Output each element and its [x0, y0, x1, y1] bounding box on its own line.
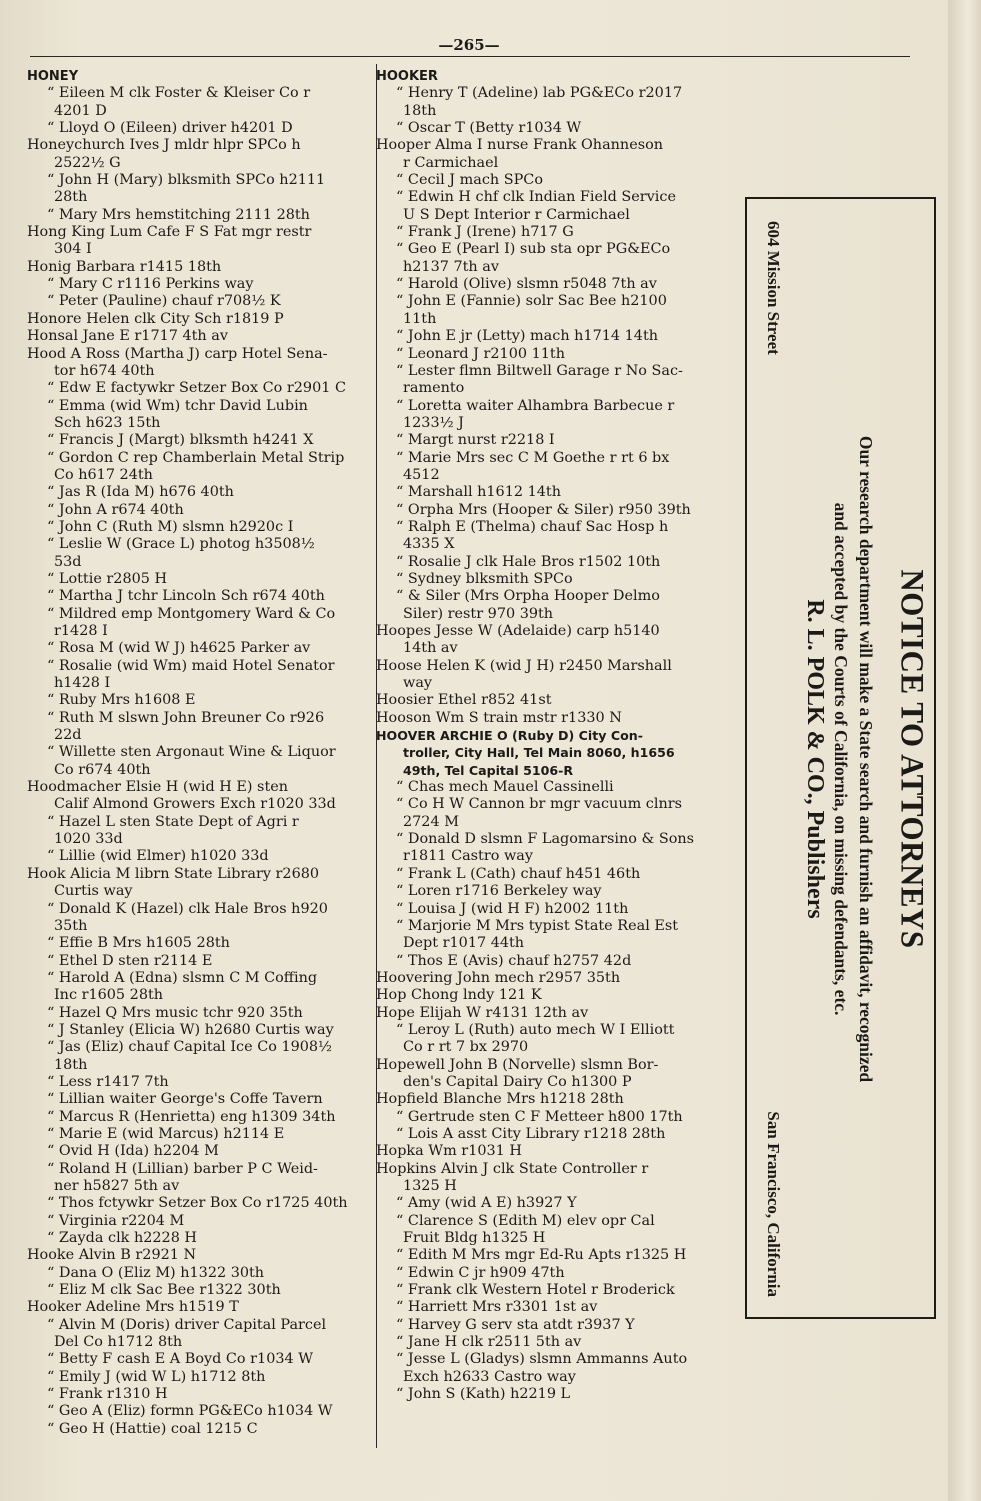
- directory-entry-line: “ J Stanley (Elicia W) h2680 Curtis way: [47, 1021, 334, 1038]
- directory-entry-line: “ Louisa J (wid H F) h2002 11th: [396, 900, 629, 917]
- directory-entry-line: Co r674 40th: [54, 761, 151, 778]
- directory-entry-line: 14th av: [403, 640, 458, 657]
- directory-entry-line: way: [403, 675, 433, 692]
- page-number: —265—: [438, 36, 500, 54]
- directory-entry-line: Dept r1017 44th: [403, 935, 525, 952]
- directory-entry-line: “ Rosalie J clk Hale Bros r1502 10th: [396, 553, 661, 570]
- directory-entry-line: h1428 I: [54, 675, 111, 692]
- directory-entry-line: “ John S (Kath) h2219 L: [396, 1386, 571, 1403]
- directory-entry-line: Siler) restr 970 39th: [403, 605, 554, 622]
- right-column: [376, 68, 741, 1403]
- directory-entry-line: “ Edith M Mrs mgr Ed-Ru Apts r1325 H: [396, 1247, 687, 1264]
- directory-entry-line: “ Jas R (Ida M) h676 40th: [47, 484, 234, 501]
- directory-entry-line: “ Lottie r2805 H: [47, 570, 168, 587]
- notice-text: Our research department will make a State search and furnish an affidavit, recognized: [856, 435, 876, 1083]
- directory-entry-line: “ Gertrude sten C F Metteer h800 17th: [396, 1108, 683, 1125]
- directory-entry-line: “ Frank L (Cath) chauf h451 46th: [396, 865, 641, 882]
- directory-entry-line: “ Marshall h1612 14th: [396, 484, 561, 501]
- directory-entry-line: “ Donald D slsmn F Lagomarsino & Sons: [396, 831, 695, 848]
- page-edge: [948, 0, 981, 1501]
- directory-entry-line: “ Margt nurst r2218 I: [396, 432, 555, 449]
- directory-entry-line: Curtis way: [54, 883, 133, 900]
- directory-entry-line: “ Jas (Eliz) chauf Capital Ice Co 1908½: [47, 1039, 333, 1056]
- directory-entry-line: “ Dana O (Eliz M) h1322 30th: [47, 1264, 265, 1281]
- notice-text: and accepted by the Courts of California, on missing defendants, etc.: [831, 502, 851, 1016]
- directory-entry-line: “ Hazel L sten State Dept of Agri r: [47, 813, 299, 830]
- directory-entry-line: “ Willette sten Argonaut Wine & Liquor: [47, 744, 336, 761]
- directory-entry-line: Fruit Bldg h1325 H: [403, 1230, 546, 1247]
- directory-entry-line: Honig Barbara r1415 18th: [27, 258, 222, 275]
- directory-entry-line: HOOVER ARCHIE O (Ruby D) City Con-: [376, 728, 643, 744]
- directory-entry-line: “ John E (Fannie) solr Sac Bee h2100: [396, 293, 667, 310]
- section-heading: HOOKER: [376, 69, 438, 84]
- directory-entry-line: “ Rosalie (wid Wm) maid Hotel Senator: [47, 657, 335, 674]
- directory-entry-line: U S Dept Interior r Carmichael: [403, 206, 630, 223]
- directory-entry-line: “ Eileen M clk Foster & Kleiser Co r: [47, 85, 311, 102]
- directory-entry-line: r1811 Castro way: [403, 848, 533, 865]
- directory-entry-line: Sch h623 15th: [54, 414, 161, 431]
- directory-entry-line: Hooker Adeline Mrs h1519 T: [27, 1299, 239, 1316]
- directory-entry-line: troller, City Hall, Tel Main 8060, h1656: [403, 745, 675, 761]
- directory-entry-line: ner h5827 5th av: [54, 1178, 180, 1194]
- directory-entry-line: Hook Alicia M librn State Library r2680: [27, 865, 320, 882]
- directory-entry-line: Hooson Wm S train mstr r1330 N: [376, 709, 622, 726]
- directory-entry-line: 1233½ J: [403, 414, 464, 431]
- directory-entry-line: r Carmichael: [403, 154, 499, 171]
- directory-entry-line: “ Leslie W (Grace L) photog h3508½: [47, 536, 315, 553]
- notice-address: 604 Mission Street: [764, 221, 783, 355]
- directory-entry-line: 304 I: [54, 241, 92, 258]
- directory-entry-line: “ John E jr (Letty) mach h1714 14th: [396, 328, 658, 345]
- directory-entry-line: Hop Chong lndy 121 K: [376, 987, 542, 1004]
- directory-entry-line: “ John C (Ruth M) slsmn h2920c I: [47, 518, 294, 535]
- directory-entry-line: 53d: [54, 553, 82, 570]
- directory-entry-line: “ Alvin M (Doris) driver Capital Parcel: [47, 1316, 327, 1333]
- directory-entry-line: “ Geo A (Eliz) formn PG&ECo h1034 W: [47, 1403, 333, 1420]
- directory-entry-line: “ Ruby Mrs h1608 E: [47, 692, 196, 709]
- directory-entry-line: Hopewell John B (Norvelle) slsmn Bor-: [376, 1056, 659, 1073]
- directory-entry-line: Hooke Alvin B r2921 N: [27, 1247, 197, 1264]
- directory-entry-line: “ Chas mech Mauel Cassinelli: [396, 779, 614, 796]
- directory-entry-line: Hopfield Blanche Mrs h1218 28th: [376, 1091, 624, 1108]
- directory-entry-line: “ Donald K (Hazel) clk Hale Bros h920: [47, 900, 328, 917]
- directory-entry-line: “ Mary Mrs hemstitching 2111 28th: [47, 206, 310, 223]
- notice-content: [752, 209, 932, 1309]
- directory-entry-line: “ Harold (Olive) slsmn r5048 7th av: [396, 276, 657, 293]
- directory-entry-line: “ Virginia r2204 M: [47, 1212, 185, 1229]
- directory-entry-line: “ Zayda clk h2228 H: [47, 1230, 197, 1247]
- directory-entry-line: “ Edw E factywkr Setzer Box Co r2901 C: [47, 380, 346, 397]
- directory-entry-line: “ John A r674 40th: [47, 501, 184, 518]
- directory-entry-line: Hopkins Alvin J clk State Controller r: [376, 1160, 649, 1177]
- directory-entry-line: “ Frank J (Irene) h717 G: [396, 224, 574, 241]
- directory-entry-line: Hooper Alma I nurse Frank Ohanneson: [376, 137, 664, 154]
- directory-entry-line: 2522½ G: [54, 154, 121, 171]
- directory-entry-line: Hood A Ross (Martha J) carp Hotel Sena-: [27, 345, 328, 362]
- directory-entry-line: “ Marie Mrs sec C M Goethe r rt 6 bx: [396, 449, 670, 466]
- directory-entry-line: 18th: [54, 1056, 88, 1073]
- directory-entry-line: Exch h2633 Castro way: [403, 1368, 576, 1385]
- left-column: [27, 68, 374, 1438]
- directory-entry-line: “ Co H W Cannon br mgr vacuum clnrs: [396, 796, 682, 813]
- notice-publisher: R. L. POLK & CO., Publishers: [802, 599, 828, 919]
- directory-entry-line: Hoovering John mech r2957 35th: [376, 969, 621, 986]
- directory-entry-line: “ Hazel Q Mrs music tchr 920 35th: [47, 1004, 303, 1021]
- directory-entry-line: “ Amy (wid A E) h3927 Y: [396, 1195, 577, 1212]
- directory-entry-line: “ & Siler (Mrs Orpha Hooper Delmo: [396, 588, 660, 605]
- directory-entry-line: 49th, Tel Capital 5106-R: [403, 762, 574, 778]
- directory-entry-line: “ Peter (Pauline) chauf r708½ K: [47, 293, 281, 310]
- directory-entry-line: “ John H (Mary) blksmith SPCo h2111: [47, 172, 326, 189]
- directory-entry-line: “ Lillian waiter George's Coffe Tavern: [47, 1091, 323, 1108]
- directory-entry-line: 22d: [54, 727, 82, 744]
- directory-entry-line: “ Harriett Mrs r3301 1st av: [396, 1299, 598, 1316]
- directory-entry-line: “ Roland H (Lillian) barber P C Weid-: [47, 1160, 318, 1177]
- directory-entry-line: “ Gordon C rep Chamberlain Metal Strip: [47, 449, 345, 466]
- header-rule: [30, 56, 910, 57]
- directory-entry-line: “ Francis J (Margt) blksmth h4241 X: [47, 432, 314, 449]
- directory-entry-line: “ Emily J (wid W L) h1712 8th: [47, 1368, 266, 1385]
- directory-entry-line: “ Oscar T (Betty r1034 W: [396, 120, 582, 137]
- directory-entry-line: “ Lloyd O (Eileen) driver h4201 D: [47, 120, 293, 137]
- directory-entry-line: “ Loretta waiter Alhambra Barbecue r: [396, 397, 675, 414]
- directory-entry-line: “ Martha J tchr Lincoln Sch r674 40th: [47, 588, 325, 605]
- directory-entry-line: “ Lester flmn Biltwell Garage r No Sac-: [396, 362, 683, 379]
- directory-entry-line: “ Ruth M slswn John Breuner Co r926: [47, 709, 325, 726]
- directory-entry-line: 18th: [403, 102, 437, 119]
- directory-entry-line: Co r rt 7 bx 2970: [403, 1039, 529, 1056]
- directory-entry-line: Hong King Lum Cafe F S Fat mgr restr: [27, 224, 312, 241]
- directory-entry-line: “ Edwin H chf clk Indian Field Service: [396, 189, 676, 206]
- directory-entry-line: “ Emma (wid Wm) tchr David Lubin: [47, 397, 308, 414]
- directory-entry-line: “ Lillie (wid Elmer) h1020 33d: [47, 848, 269, 865]
- directory-entry-line: “ Ralph E (Thelma) chauf Sac Hosp h: [396, 518, 669, 535]
- directory-entry-line: Hope Elijah W r4131 12th av: [376, 1004, 589, 1021]
- directory-entry-line: 28th: [54, 189, 88, 206]
- notice-box: [745, 197, 936, 1319]
- directory-entry-line: “ Ethel D sten r2114 E: [47, 952, 213, 969]
- directory-entry-line: “ Marjorie M Mrs typist State Real Est: [396, 917, 679, 934]
- directory-entry-line: Del Co h1712 8th: [54, 1334, 183, 1351]
- directory-entry-line: ramento: [403, 380, 465, 397]
- directory-entry-line: Honore Helen clk City Sch r1819 P: [27, 310, 284, 327]
- directory-entry-line: “ Frank r1310 H: [47, 1386, 168, 1403]
- notice-title: NOTICE TO ATTORNEYS: [894, 569, 931, 949]
- directory-entry-line: “ Edwin C jr h909 47th: [396, 1264, 565, 1281]
- directory-entry-line: 4201 D: [54, 102, 107, 119]
- directory-entry-line: “ Leonard J r2100 11th: [396, 345, 565, 362]
- directory-entry-line: “ Orpha Mrs (Hooper & Siler) r950 39th: [396, 501, 691, 518]
- directory-entry-line: Hopka Wm r1031 H: [376, 1143, 522, 1160]
- directory-entry-line: 4512: [403, 466, 440, 483]
- directory-entry-line: “ Cecil J mach SPCo: [396, 172, 543, 189]
- directory-entry-line: Calif Almond Growers Exch r1020 33d: [54, 796, 336, 813]
- directory-entry-line: 4335 X: [403, 536, 455, 553]
- directory-entry-line: 2724 M: [403, 813, 459, 830]
- directory-entry-line: “ Mildred emp Montgomery Ward & Co: [47, 605, 336, 622]
- directory-entry-line: Hoodmacher Elsie H (wid H E) sten: [27, 779, 289, 796]
- notice-city: San Francisco, California: [764, 1111, 783, 1297]
- directory-entry-line: “ Mary C r1116 Perkins way: [47, 276, 254, 293]
- directory-entry-line: Hoosier Ethel r852 41st: [376, 692, 552, 709]
- directory-entry-line: “ Loren r1716 Berkeley way: [396, 883, 602, 900]
- directory-entry-line: “ Ovid H (Ida) h2204 M: [47, 1143, 219, 1160]
- directory-entry-line: “ Clarence S (Edith M) elev opr Cal: [396, 1212, 655, 1229]
- directory-entry-line: “ Rosa M (wid W J) h4625 Parker av: [47, 640, 311, 657]
- directory-entry-line: h2137 7th av: [403, 258, 499, 275]
- directory-entry-line: Honeychurch Ives J mldr hlpr SPCo h: [27, 137, 301, 154]
- directory-entry-line: “ Harold A (Edna) slsmn C M Coffing: [47, 969, 318, 986]
- directory-entry-line: 11th: [403, 310, 437, 327]
- directory-entry-line: 1020 33d: [54, 831, 123, 848]
- directory-entry-line: “ Lois A asst City Library r1218 28th: [396, 1125, 666, 1142]
- directory-entry-line: den's Capital Dairy Co h1300 P: [403, 1073, 632, 1090]
- directory-entry-line: Co h617 24th: [54, 466, 153, 483]
- directory-entry-line: “ Eliz M clk Sac Bee r1322 30th: [47, 1282, 281, 1299]
- section-heading: HONEY: [27, 69, 79, 84]
- directory-entry-line: “ Less r1417 7th: [47, 1073, 169, 1090]
- directory-entry-line: “ Harvey G serv sta atdt r3937 Y: [396, 1316, 635, 1333]
- directory-entry-line: 35th: [54, 917, 88, 934]
- directory-entry-line: “ Sydney blksmith SPCo: [396, 570, 573, 587]
- directory-entry-line: “ Jane H clk r2511 5th av: [396, 1334, 582, 1351]
- directory-entry-line: Inc r1605 28th: [54, 987, 164, 1004]
- directory-entry-line: “ Marie E (wid Marcus) h2114 E: [47, 1125, 285, 1142]
- directory-entry-line: “ Geo H (Hattie) coal 1215 C: [47, 1420, 258, 1437]
- directory-entry-line: “ Marcus R (Henrietta) eng h1309 34th: [47, 1108, 336, 1125]
- directory-entry-line: “ Frank clk Western Hotel r Broderick: [396, 1282, 675, 1299]
- directory-entry-line: 1325 H: [403, 1178, 457, 1194]
- directory-entry-line: Hoopes Jesse W (Adelaide) carp h5140: [376, 623, 660, 639]
- directory-entry-line: r1428 I: [54, 623, 108, 639]
- directory-entry-line: tor h674 40th: [54, 362, 155, 379]
- directory-entry-line: “ Thos fctywkr Setzer Box Co r1725 40th: [47, 1195, 348, 1212]
- directory-entry-line: Honsal Jane E r1717 4th av: [27, 328, 228, 345]
- directory-entry-line: “ Henry T (Adeline) lab PG&ECo r2017: [396, 85, 683, 102]
- directory-entry-line: “ Leroy L (Ruth) auto mech W I Elliott: [396, 1021, 675, 1038]
- directory-entry-line: Hoose Helen K (wid J H) r2450 Marshall: [376, 657, 672, 674]
- directory-entry-line: “ Jesse L (Gladys) slsmn Ammanns Auto: [396, 1351, 688, 1368]
- directory-entry-line: “ Geo E (Pearl I) sub sta opr PG&ECo: [396, 241, 671, 258]
- directory-entry-line: “ Effie B Mrs h1605 28th: [47, 935, 230, 952]
- directory-entry-line: “ Thos E (Avis) chauf h2757 42d: [396, 952, 632, 969]
- directory-entry-line: “ Betty F cash E A Boyd Co r1034 W: [47, 1351, 314, 1368]
